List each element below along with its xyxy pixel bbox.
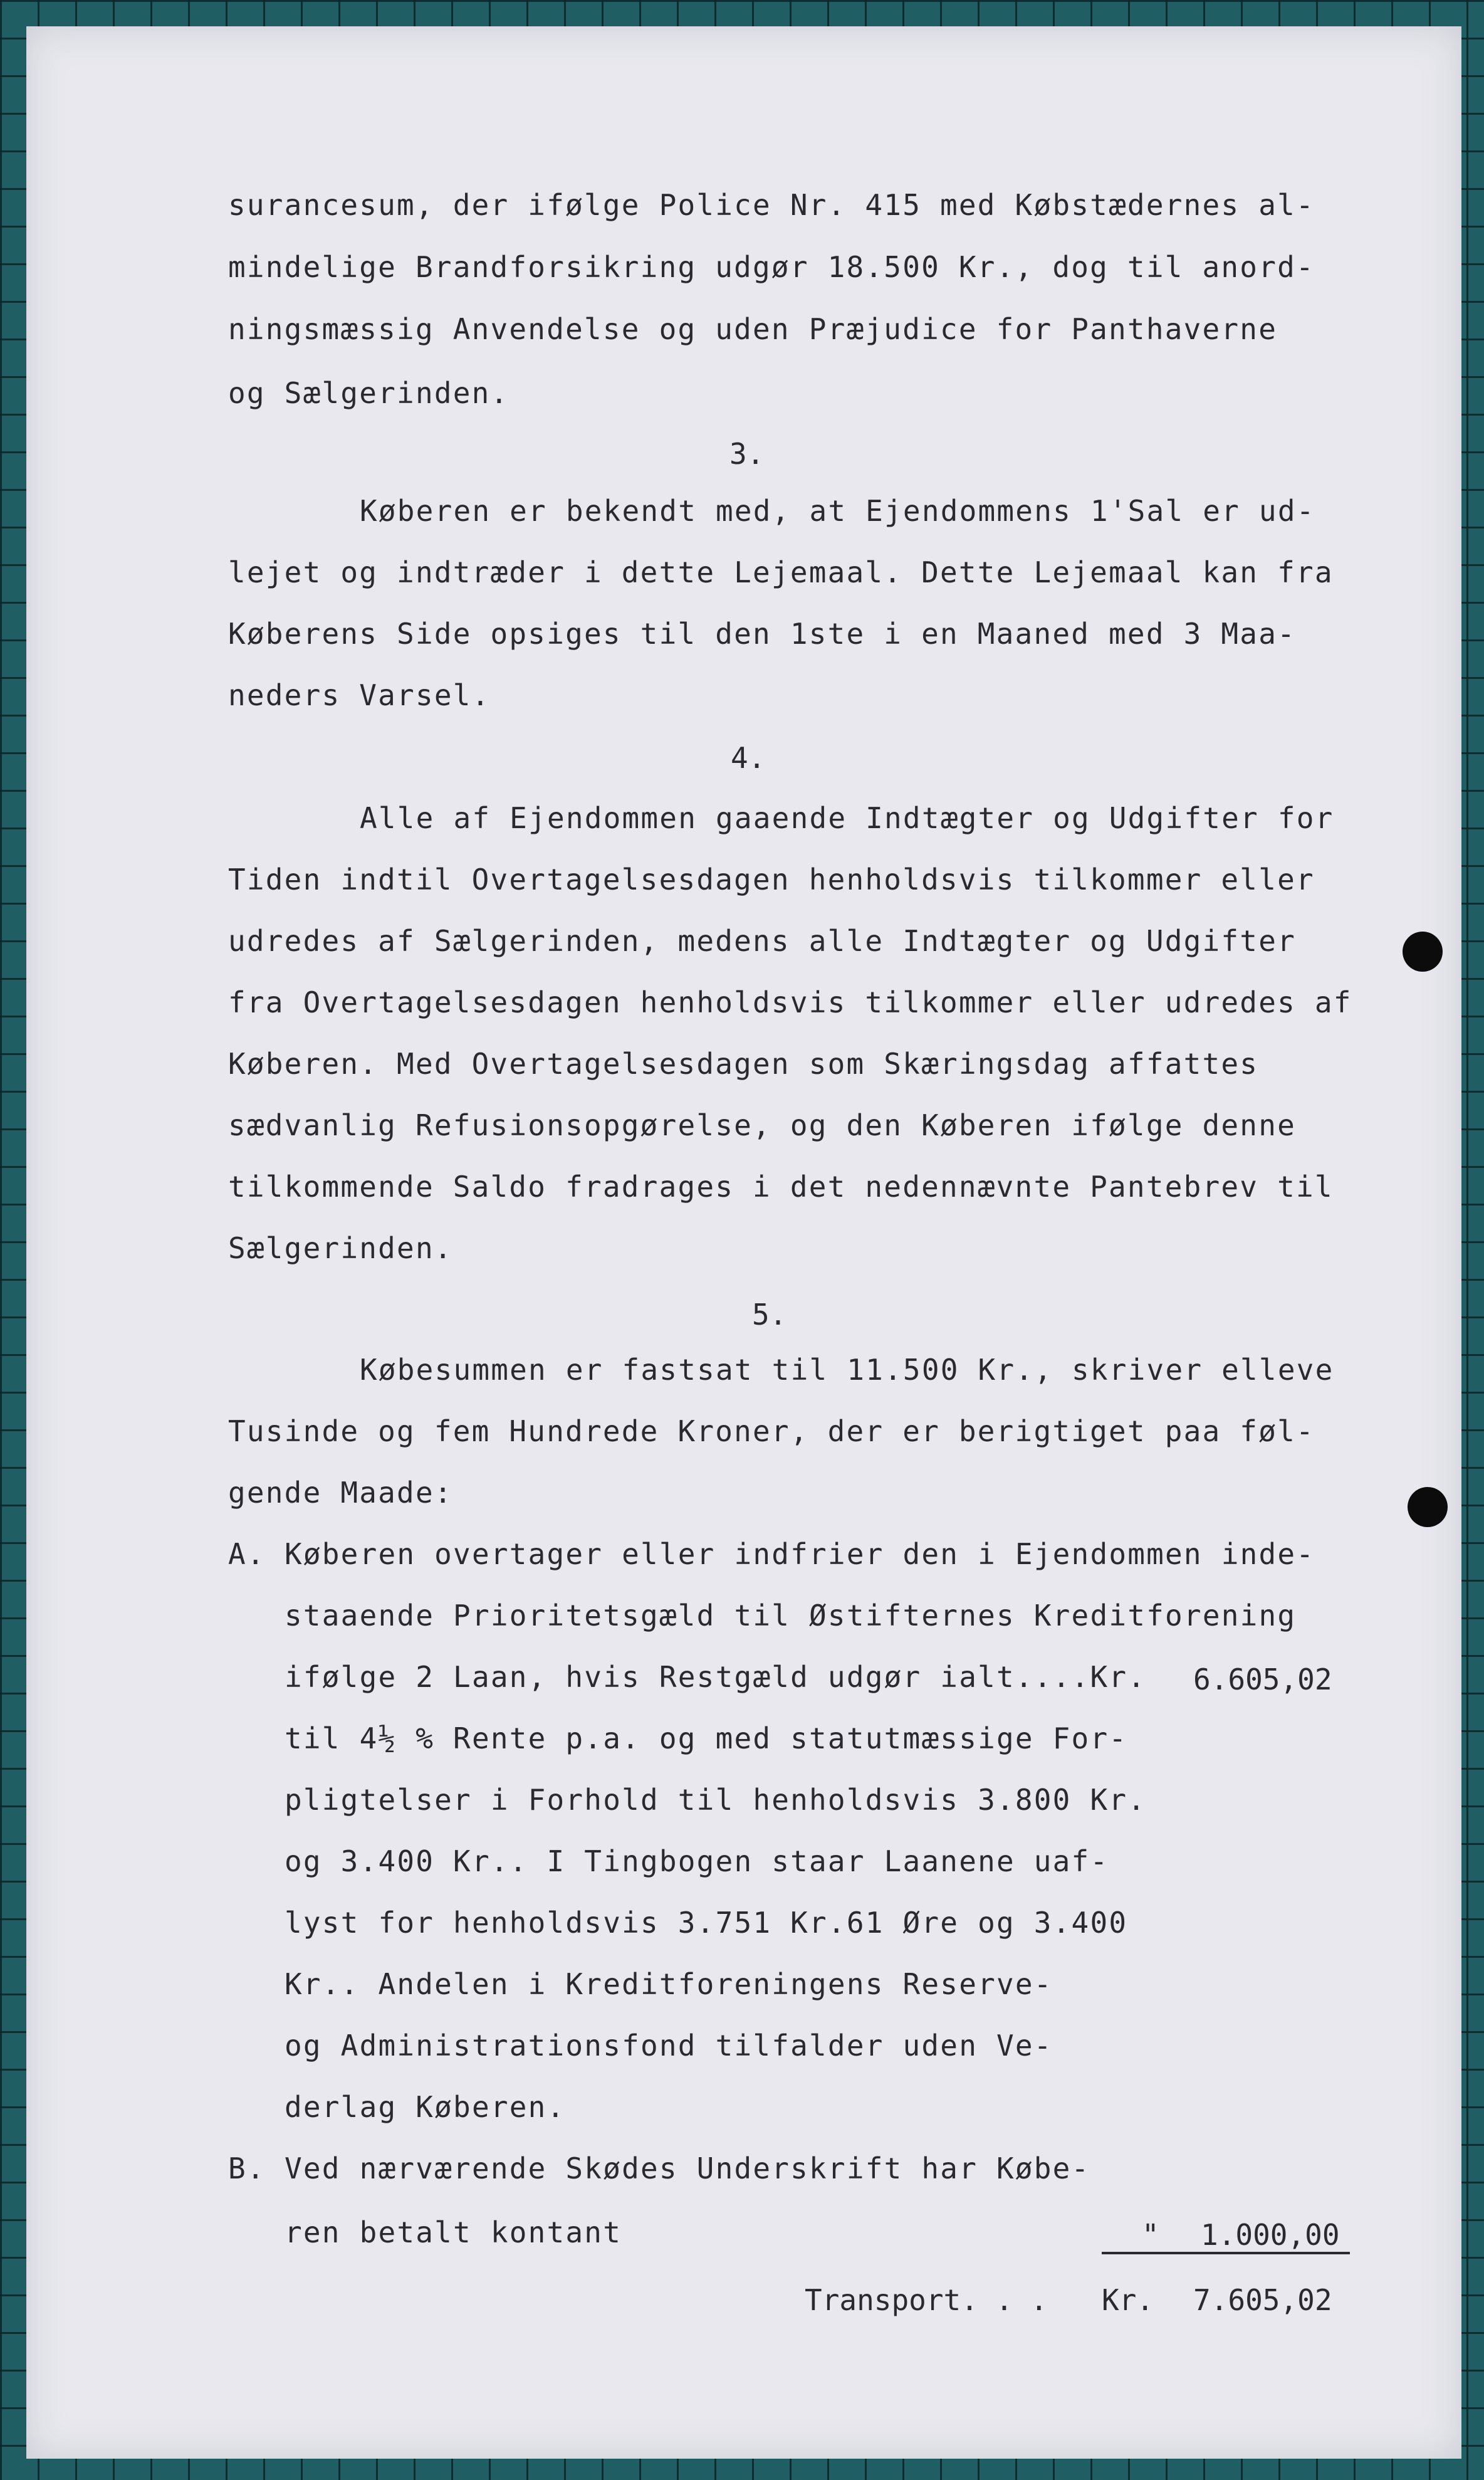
punch-hole-top [1403, 932, 1443, 972]
section-number: 4. [731, 741, 766, 775]
text-line: Køberen er bekendt med, at Ejendommens 1'Sal er ud- [360, 494, 1315, 528]
section-number: 5. [752, 1298, 787, 1332]
text-line: Tiden indtil Overtagelsesdagen henholdsvis tilkommer eller [228, 863, 1315, 896]
text-line: Køberen overtager eller indfrier den i Ejendommen inde- [285, 1537, 1315, 1571]
text-line: og Sælgerinden. [228, 376, 509, 410]
text-line: ningsmæssig Anvendelse og uden Præjudice for Panthaverne [228, 312, 1278, 346]
text-line: og Administrationsfond tilfalder uden Ve- [285, 2029, 1053, 2062]
text-line: Tusinde og fem Hundrede Kroner, der er berigtiget paa føl- [228, 1414, 1315, 1448]
text-line: Sælgerinden. [228, 1231, 453, 1265]
text-line: ifølge 2 Laan, hvis Restgæld udgør ialt....Kr. [285, 1660, 1147, 1694]
text-line: og 3.400 Kr.. I Tingbogen staar Laanene uaf- [285, 1844, 1109, 1878]
text-line: Kr.. Andelen i Kreditforeningens Reserve- [285, 1967, 1053, 2001]
text-line: derlag Køberen. [285, 2090, 566, 2124]
bleed-through-text [114, 142, 129, 171]
text-line: sædvanlig Refusionsopgørelse, og den Køberen ifølge denne [228, 1108, 1296, 1142]
text-line: tilkommende Saldo fradrages i det nedennævnte Pantebrev til [228, 1170, 1334, 1204]
item-marker: A. [228, 1537, 266, 1571]
faded-stamp [45, 2220, 85, 2330]
item-marker: B. [228, 2152, 266, 2185]
text-line: surancesum, der ifølge Police Nr. 415 med Købstædernes al- [228, 188, 1315, 222]
transport-amount: 7.605,02 [1193, 2283, 1332, 2317]
text-line: ren betalt kontant [285, 2215, 622, 2249]
text-line: Ved nærværende Skødes Underskrift har Købe- [285, 2152, 1090, 2185]
text-line: pligtelser i Forhold til henholdsvis 3.800 Kr. [285, 1783, 1147, 1817]
text-line: staaende Prioritetsgæld til Østifternes Kreditforening [285, 1599, 1297, 1632]
amount-a: 6.605,02 [1193, 1663, 1332, 1696]
text-line: fra Overtagelsesdagen henholdsvis tilkommer eller udredes af [228, 985, 1352, 1019]
text-line: til 4½ % Rente p.a. og med statutmæssige For- [285, 1721, 1128, 1755]
text-line: Køberens Side opsiges til den 1ste i en Maaned med 3 Maa- [228, 617, 1296, 651]
text-line: gende Maade: [228, 1476, 453, 1510]
text-line: Købesummen er fastsat til 11.500 Kr., skriver elleve [360, 1353, 1334, 1387]
amount-b: 1.000,00 [1201, 2218, 1340, 2252]
document-page [26, 26, 1461, 2459]
text-line: lyst for henholdsvis 3.751 Kr.61 Øre og 3.400 [285, 1906, 1128, 1940]
text-line: Alle af Ejendommen gaaende Indtægter og Udgifter for [360, 801, 1334, 835]
text-line: neders Varsel. [228, 678, 491, 712]
sum-underline [1102, 2252, 1350, 2254]
transport-currency: Kr. [1102, 2283, 1154, 2317]
text-line: udredes af Sælgerinden, medens alle Indtægter og Udgifter [228, 924, 1296, 958]
text-line: mindelige Brandforsikring udgør 18.500 Kr., dog til anord- [228, 250, 1315, 284]
text-line: Køberen. Med Overtagelsesdagen som Skæringsdag affattes [228, 1047, 1259, 1081]
section-number: 3. [729, 437, 765, 471]
transport-label: Transport. . . [805, 2283, 1048, 2317]
ditto-mark: " [1142, 2218, 1159, 2252]
punch-hole-bottom [1408, 1487, 1448, 1527]
text-line: lejet og indtræder i dette Lejemaal. Dette Lejemaal kan fra [228, 555, 1334, 589]
